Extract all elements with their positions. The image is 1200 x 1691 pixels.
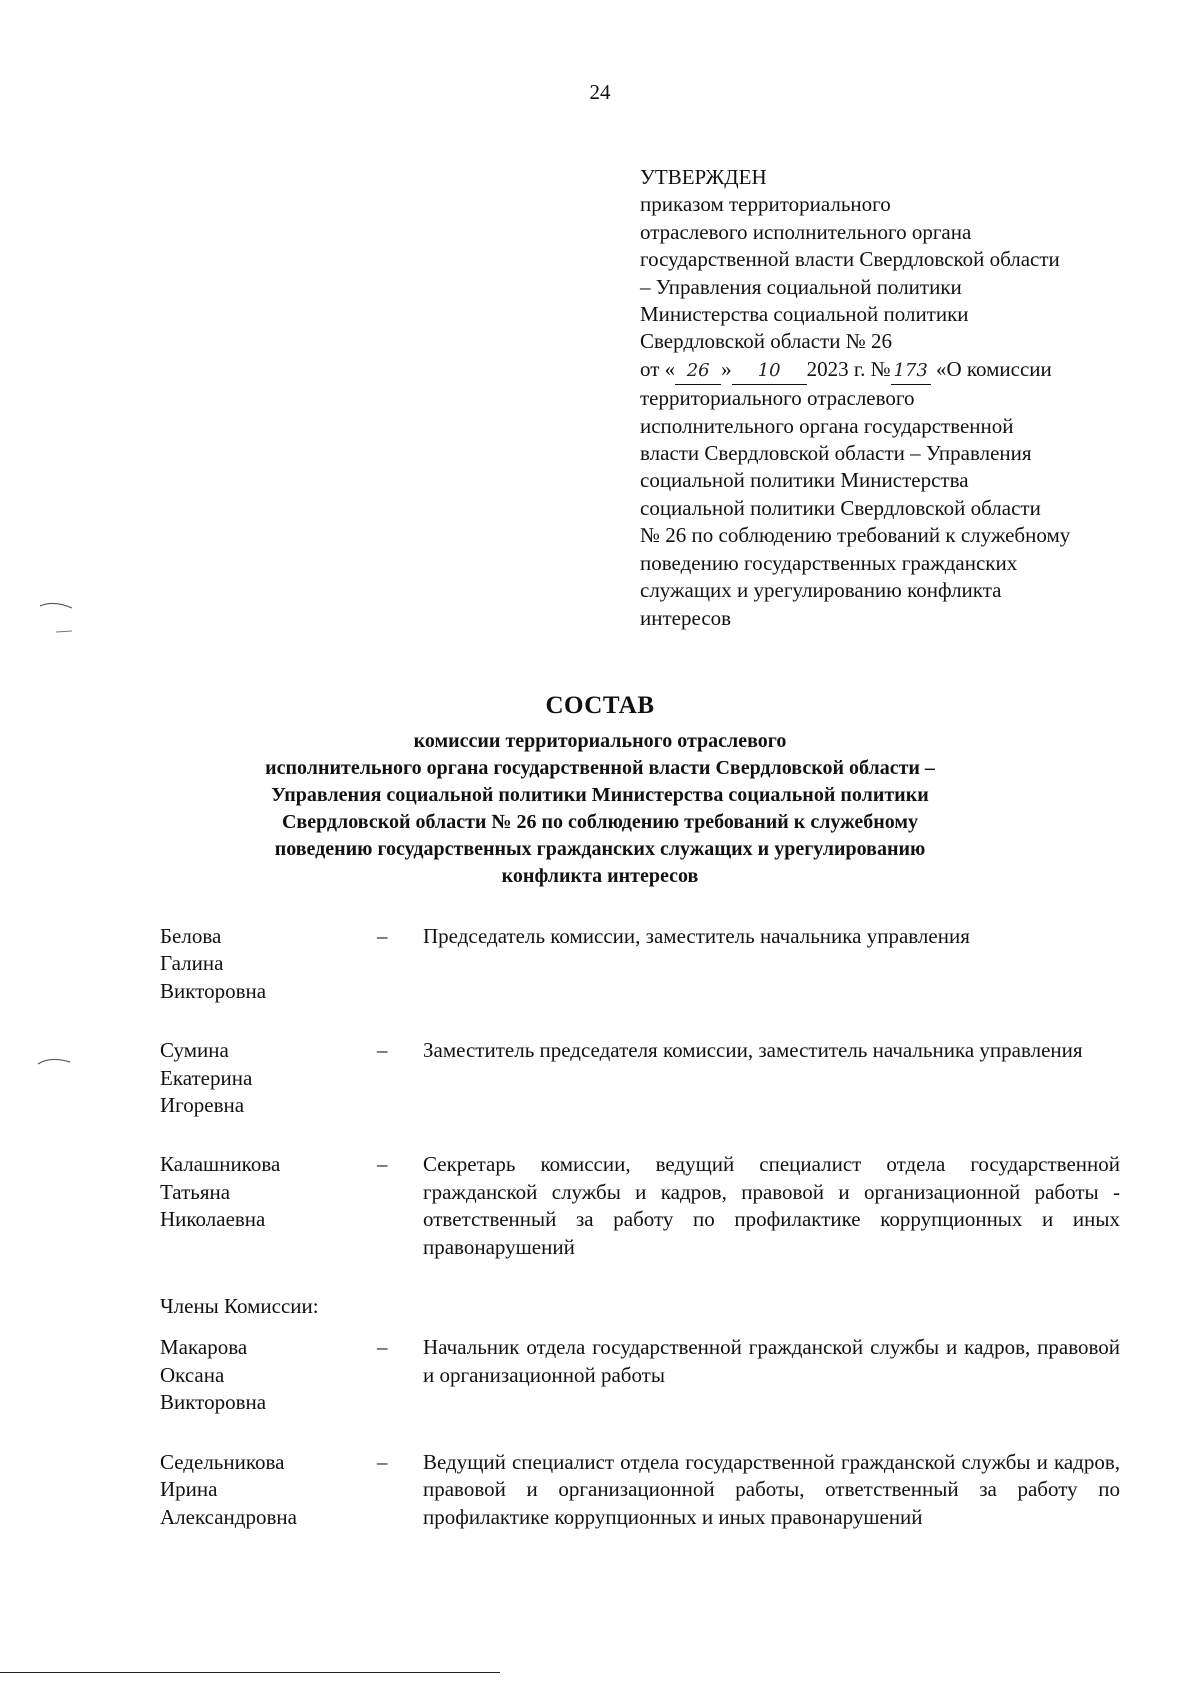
document-subtitle xyxy=(150,728,1050,890)
approval-line: поведению государственных гражданских xyxy=(640,550,1018,575)
member-row-deputy-chair xyxy=(160,1037,1120,1119)
subtitle-line: конфликта интересов xyxy=(501,865,699,887)
document-title: СОСТАВ xyxy=(545,692,655,719)
member-role: Начальник отдела государственной гражданской службы и кадров, правовой и организационной работы xyxy=(423,1335,1120,1387)
approval-line: государственной власти Свердловской области xyxy=(640,247,1060,272)
subtitle-line: комиссии территориального отраслевого xyxy=(413,730,787,752)
member-row-chair xyxy=(160,923,1120,1005)
member-row-secretary xyxy=(160,1151,1120,1261)
approval-line: служащих и урегулированию конфликта xyxy=(640,578,1002,603)
member-name xyxy=(160,1449,360,1531)
subtitle-line: исполнительного органа государственной власти Свердловской области – xyxy=(265,757,935,779)
dash-separator: – xyxy=(377,924,388,948)
member-role: Председатель комиссии, заместитель начальника управления xyxy=(423,924,970,948)
member-name xyxy=(160,923,360,1005)
approval-line: № 26 по соблюдению требований к служебному xyxy=(640,523,1071,548)
first-name: Оксана xyxy=(160,1362,225,1387)
approval-line: социальной политики Свердловской области xyxy=(640,495,1041,520)
first-name: Татьяна xyxy=(160,1179,231,1204)
subtitle-line: поведению государственных гражданских служащих и урегулированию xyxy=(274,838,926,860)
surname: Калашникова xyxy=(160,1152,281,1177)
date-prefix: от « xyxy=(640,356,676,381)
surname: Седельникова xyxy=(160,1449,285,1474)
member-role: Секретарь комиссии, ведущий специалист отдела государственной гражданской службы и кадров, правовой и организационной работы - ответственный за работу по профилактике коррупционных и иных правонарушений xyxy=(423,1152,1120,1259)
surname: Сумина xyxy=(160,1038,229,1063)
approval-line: власти Свердловской области – Управления xyxy=(640,441,1032,466)
dash-separator: – xyxy=(377,1449,388,1474)
handwritten-order-number: 173 xyxy=(893,359,928,381)
member-name xyxy=(160,1151,360,1261)
member-role: Ведущий специалист отдела государственной гражданской службы и кадров, правовой и организационной работы, ответственный за работу по профилактике коррупционных и иных правонарушений xyxy=(423,1449,1120,1529)
dash-separator: – xyxy=(377,1152,388,1177)
subtitle-line: Управления социальной политики Министерства социальной политики xyxy=(271,784,929,806)
members-section-label: Члены Комиссии: xyxy=(160,1294,319,1319)
scan-mark-decoration xyxy=(36,1052,76,1072)
member-name xyxy=(160,1334,360,1416)
approval-line: отраслевого исполнительного органа xyxy=(640,219,972,244)
commission-members xyxy=(160,923,1120,1531)
patronymic: Викторовна xyxy=(160,978,267,1003)
footer-rule xyxy=(0,1672,500,1673)
dash-separator: – xyxy=(377,1038,388,1063)
member-role: Заместитель председателя комиссии, заместитель начальника управления xyxy=(423,1038,1083,1063)
approval-line: Свердловской области № 26 xyxy=(640,329,892,354)
page-number: 24 xyxy=(589,80,611,104)
date-year: 2023 г. № xyxy=(806,356,891,381)
patronymic: Игоревна xyxy=(160,1093,245,1118)
patronymic: Викторовна xyxy=(160,1390,267,1415)
handwritten-month: 10 xyxy=(757,359,781,381)
subtitle-line: Свердловской области № 26 по соблюдению требований к служебному xyxy=(281,811,919,833)
approval-line: Министерства социальной политики xyxy=(640,302,969,327)
first-name: Екатерина xyxy=(160,1065,253,1090)
member-name xyxy=(160,1037,360,1119)
approval-line: социальной политики Министерства xyxy=(640,468,969,493)
dash-separator: – xyxy=(377,1335,388,1360)
approval-line: исполнительного органа государственной xyxy=(640,413,1014,438)
approval-block xyxy=(640,164,1180,632)
approval-date-line xyxy=(640,356,1180,385)
approval-line: территориального отраслевого xyxy=(640,386,915,411)
order-title-start: «О комиссии xyxy=(930,356,1052,381)
surname: Белова xyxy=(160,924,222,948)
patronymic: Николаевна xyxy=(160,1207,266,1232)
date-mid: » xyxy=(721,356,732,381)
first-name: Галина xyxy=(160,951,224,976)
approval-line: интересов xyxy=(640,605,732,630)
scan-mark-decoration xyxy=(38,598,78,638)
member-row xyxy=(160,1334,1120,1416)
surname: Макарова xyxy=(160,1335,248,1360)
approval-line: – Управления социальной политики xyxy=(640,274,962,299)
approval-line: приказом территориального xyxy=(640,192,891,217)
approval-heading: УТВЕРЖДЕН xyxy=(640,165,767,189)
handwritten-day: 26 xyxy=(686,359,710,381)
first-name: Ирина xyxy=(160,1477,218,1502)
member-row xyxy=(160,1449,1120,1531)
patronymic: Александровна xyxy=(160,1504,297,1529)
